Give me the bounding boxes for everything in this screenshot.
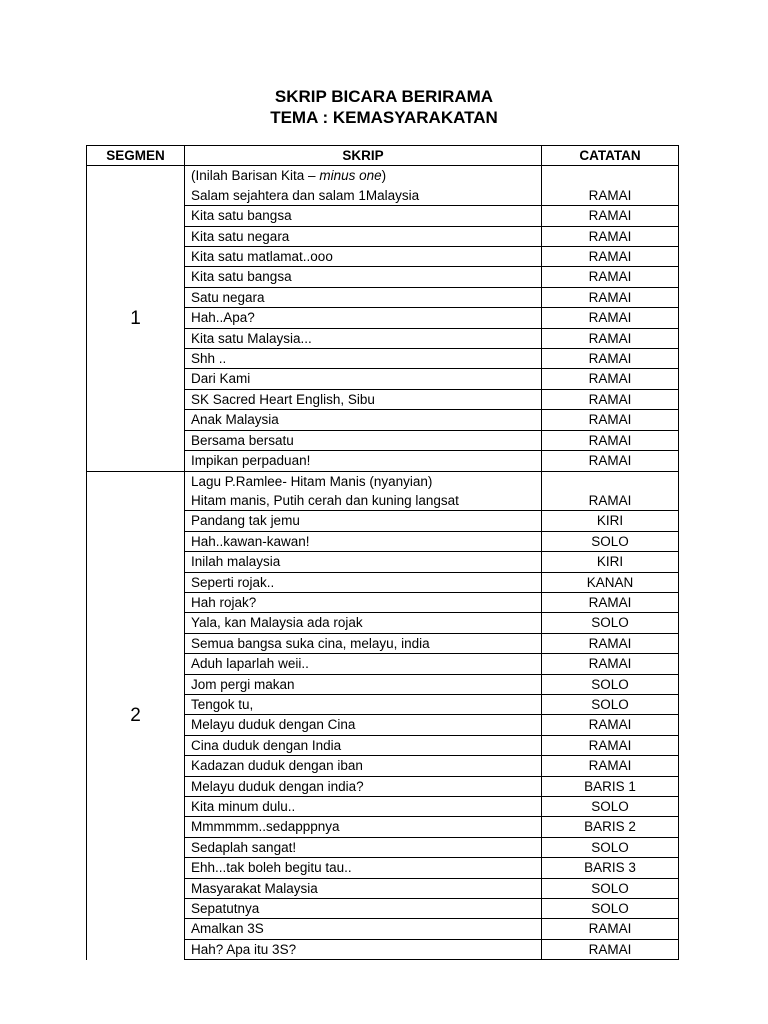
table-body — [87, 166, 679, 960]
script-line: Hitam manis, Putih cerah dan kuning langsat — [191, 492, 459, 508]
script-line: Salam sejahtera dan salam 1Malaysia — [191, 187, 420, 203]
table-header-row — [87, 146, 679, 166]
script-cell: Bersama bersatu — [185, 430, 542, 450]
blank-line — [542, 472, 678, 491]
catatan-cell: RAMAI — [542, 349, 679, 369]
script-cell: Hah..Apa? — [185, 308, 542, 328]
script-cell: Inilah malaysia — [185, 552, 542, 572]
script-cell: Sepatutnya — [185, 899, 542, 919]
script-cell: Tengok tu, — [185, 694, 542, 714]
catatan-cell: RAMAI — [542, 715, 679, 735]
catatan-cell: SOLO — [542, 613, 679, 633]
catatan-cell: RAMAI — [542, 735, 679, 755]
catatan-cell: SOLO — [542, 797, 679, 817]
catatan-cell: RAMAI — [542, 939, 679, 959]
catatan-cell: RAMAI — [542, 226, 679, 246]
script-cell: Yala, kan Malaysia ada rojak — [185, 613, 542, 633]
script-cell: Pandang tak jemu — [185, 511, 542, 531]
script-cell: Hah rojak? — [185, 592, 542, 612]
catatan-cell: RAMAI — [542, 206, 679, 226]
script-cell: Anak Malaysia — [185, 410, 542, 430]
script-intro-line: Lagu P.Ramlee- Hitam Manis (nyanyian) — [191, 473, 433, 489]
catatan-cell: RAMAI — [542, 654, 679, 674]
intro-italic: minus one — [319, 168, 382, 184]
catatan-cell: RAMAI — [542, 633, 679, 653]
catatan-cell: SOLO — [542, 531, 679, 551]
catatan-cell: RAMAI — [542, 308, 679, 328]
header-catatan: CATATAN — [542, 146, 679, 166]
script-cell: Mmmmmm..sedapppnya — [185, 817, 542, 837]
catatan-cell: RAMAI — [542, 430, 679, 450]
segment-number: 1 — [87, 166, 185, 471]
header-segmen: SEGMEN — [87, 146, 185, 166]
script-cell: Jom pergi makan — [185, 674, 542, 694]
document-theme: TEMA : KEMASYARAKATAN — [270, 108, 498, 127]
intro-suffix: ) — [381, 168, 387, 184]
script-cell: Kita satu bangsa — [185, 206, 542, 226]
catatan-cell: KANAN — [542, 572, 679, 592]
script-cell: Semua bangsa suka cina, melayu, india — [185, 633, 542, 653]
catatan-cell: KIRI — [542, 511, 679, 531]
blank-line — [542, 166, 678, 185]
catatan-cell: SOLO — [542, 899, 679, 919]
catatan-cell: RAMAI — [542, 369, 679, 389]
segment-number: 2 — [87, 471, 185, 960]
catatan-cell: RAMAI — [542, 287, 679, 307]
catatan-value: RAMAI — [588, 187, 632, 203]
script-cell: Aduh laparlah weii.. — [185, 654, 542, 674]
script-cell: Kita satu matlamat..ooo — [185, 247, 542, 267]
catatan-cell: BARIS 1 — [542, 776, 679, 796]
script-cell: Melayu duduk dengan india? — [185, 776, 542, 796]
script-cell: Masyarakat Malaysia — [185, 878, 542, 898]
script-cell — [185, 166, 542, 206]
catatan-cell: SOLO — [542, 694, 679, 714]
script-cell: Kita satu bangsa — [185, 267, 542, 287]
catatan-cell: SOLO — [542, 878, 679, 898]
script-cell: Melayu duduk dengan Cina — [185, 715, 542, 735]
script-cell: Kita satu negara — [185, 226, 542, 246]
catatan-cell: BARIS 2 — [542, 817, 679, 837]
catatan-value: RAMAI — [588, 492, 632, 508]
script-cell: Shh .. — [185, 349, 542, 369]
script-intro-line — [191, 166, 541, 185]
document-title: SKRIP BICARA BERIRAMA — [274, 87, 494, 106]
script-cell: Sedaplah sangat! — [185, 837, 542, 857]
script-cell: Satu negara — [185, 287, 542, 307]
script-cell: Cina duduk dengan India — [185, 735, 542, 755]
script-cell: Impikan perpaduan! — [185, 451, 542, 471]
script-cell: Amalkan 3S — [185, 919, 542, 939]
catatan-cell: RAMAI — [542, 247, 679, 267]
table-row — [87, 471, 679, 511]
catatan-cell — [542, 471, 679, 511]
catatan-cell: RAMAI — [542, 451, 679, 471]
catatan-cell: RAMAI — [542, 328, 679, 348]
catatan-cell: RAMAI — [542, 267, 679, 287]
catatan-cell: RAMAI — [542, 592, 679, 612]
script-table — [86, 145, 679, 960]
script-cell: Seperti rojak.. — [185, 572, 542, 592]
catatan-cell: RAMAI — [542, 389, 679, 409]
catatan-cell: RAMAI — [542, 919, 679, 939]
catatan-cell: BARIS 3 — [542, 858, 679, 878]
script-cell: Kadazan duduk dengan iban — [185, 756, 542, 776]
script-cell — [185, 471, 542, 511]
script-cell: Ehh...tak boleh begitu tau.. — [185, 858, 542, 878]
catatan-cell: RAMAI — [542, 756, 679, 776]
script-cell: Dari Kami — [185, 369, 542, 389]
header-skrip: SKRIP — [185, 146, 542, 166]
script-cell: Hah? Apa itu 3S? — [185, 939, 542, 959]
catatan-cell — [542, 166, 679, 206]
catatan-cell: KIRI — [542, 552, 679, 572]
intro-prefix: (Inilah Barisan Kita – — [191, 168, 320, 184]
catatan-cell: SOLO — [542, 674, 679, 694]
script-cell: Kita minum dulu.. — [185, 797, 542, 817]
script-cell: SK Sacred Heart English, Sibu — [185, 389, 542, 409]
catatan-cell: RAMAI — [542, 410, 679, 430]
script-cell: Hah..kawan-kawan! — [185, 531, 542, 551]
table-row — [87, 166, 679, 206]
script-cell: Kita satu Malaysia... — [185, 328, 542, 348]
catatan-cell: SOLO — [542, 837, 679, 857]
